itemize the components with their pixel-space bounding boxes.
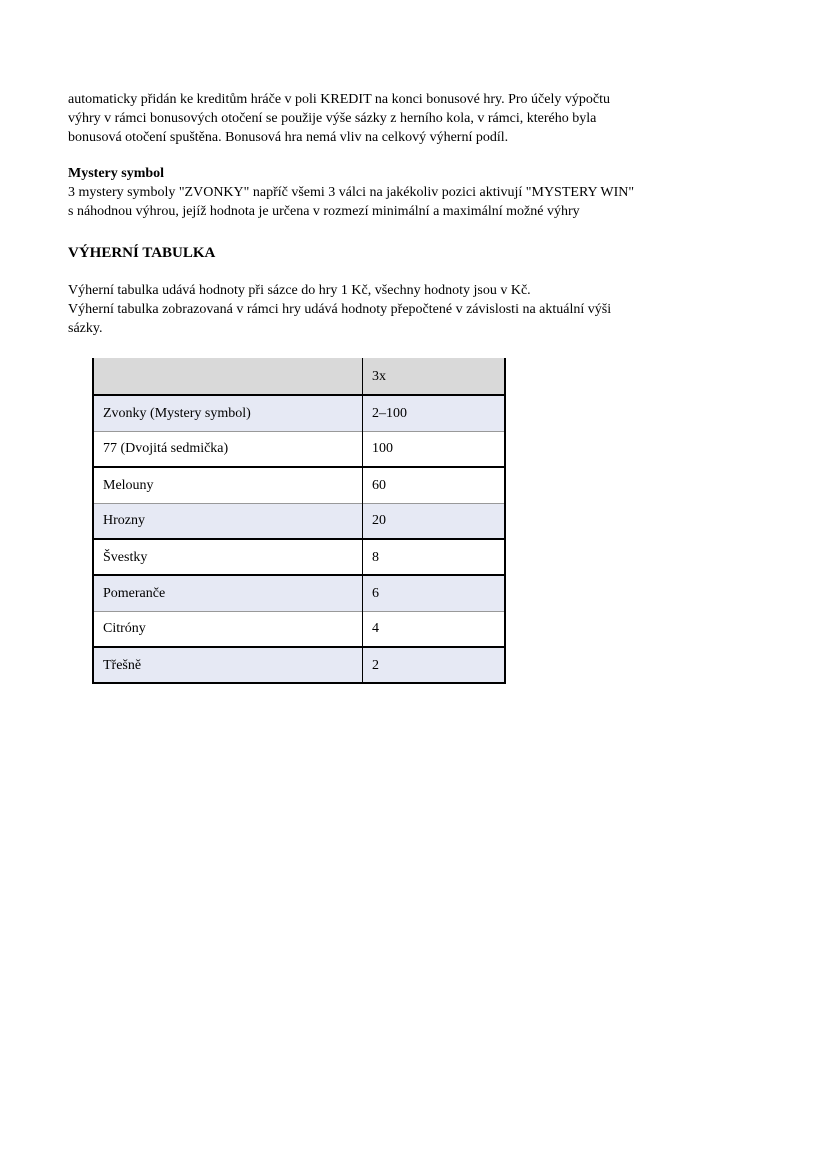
intro-line-2: výhry v rámci bonusových otočení se použije výše sázky z herního kola, v rámci, kterého byla: [68, 111, 597, 126]
table-row: [93, 539, 505, 575]
multiplier-column-header: 3x: [363, 358, 506, 395]
table-header-row: [93, 358, 505, 395]
table-row: [93, 503, 505, 539]
value-cell: 8: [363, 539, 506, 575]
table-row: [93, 467, 505, 503]
paytable: [92, 358, 506, 684]
mystery-line-1: 3 mystery symboly "ZVONKY" napříč všemi 3 válci na jakékoliv pozici aktivují "MYSTERY WIN": [68, 185, 635, 200]
symbol-cell: Hrozny: [93, 503, 363, 539]
value-cell: 4: [363, 611, 506, 647]
table-row: [93, 611, 505, 647]
intro-line-1: automaticky přidán ke kreditům hráče v poli KREDIT na konci bonusové hry. Pro účely výpočtu: [68, 92, 610, 107]
paytable-note-paragraph: [68, 281, 760, 338]
value-cell: 2: [363, 647, 506, 683]
value-cell: 2–100: [363, 395, 506, 431]
paytable-heading: VÝHERNÍ TABULKA: [68, 245, 216, 261]
symbol-column-header: [93, 358, 363, 395]
symbol-cell: Třešně: [93, 647, 363, 683]
symbol-cell: Citróny: [93, 611, 363, 647]
note-line-2: Výherní tabulka zobrazovaná v rámci hry udává hodnoty přepočtené v závislosti na aktuální výši: [68, 302, 612, 317]
symbol-cell: 77 (Dvojitá sedmička): [93, 431, 363, 467]
value-cell: 100: [363, 431, 506, 467]
symbol-cell: Pomeranče: [93, 575, 363, 611]
symbol-cell: Švestky: [93, 539, 363, 575]
note-line-3: sázky.: [68, 321, 103, 336]
note-line-1: Výherní tabulka udává hodnoty při sázce do hry 1 Kč, všechny hodnoty jsou v Kč.: [68, 283, 531, 298]
mystery-symbol-heading: Mystery symbol: [68, 166, 165, 181]
value-cell: 20: [363, 503, 506, 539]
mystery-paragraph: [68, 183, 760, 221]
symbol-cell: Melouny: [93, 467, 363, 503]
value-cell: 6: [363, 575, 506, 611]
symbol-cell: Zvonky (Mystery symbol): [93, 395, 363, 431]
table-row: [93, 647, 505, 683]
table-row: [93, 575, 505, 611]
intro-paragraph: [68, 90, 760, 147]
table-row: [93, 431, 505, 467]
value-cell: 60: [363, 467, 506, 503]
mystery-line-2: s náhodnou výhrou, jejíž hodnota je určena v rozmezí minimální a maximální možné výhry: [68, 204, 580, 219]
paytable-body: [93, 395, 505, 683]
table-row: [93, 395, 505, 431]
intro-line-3: bonusová otočení spuštěna. Bonusová hra nemá vliv na celkový výherní podíl.: [68, 130, 509, 145]
